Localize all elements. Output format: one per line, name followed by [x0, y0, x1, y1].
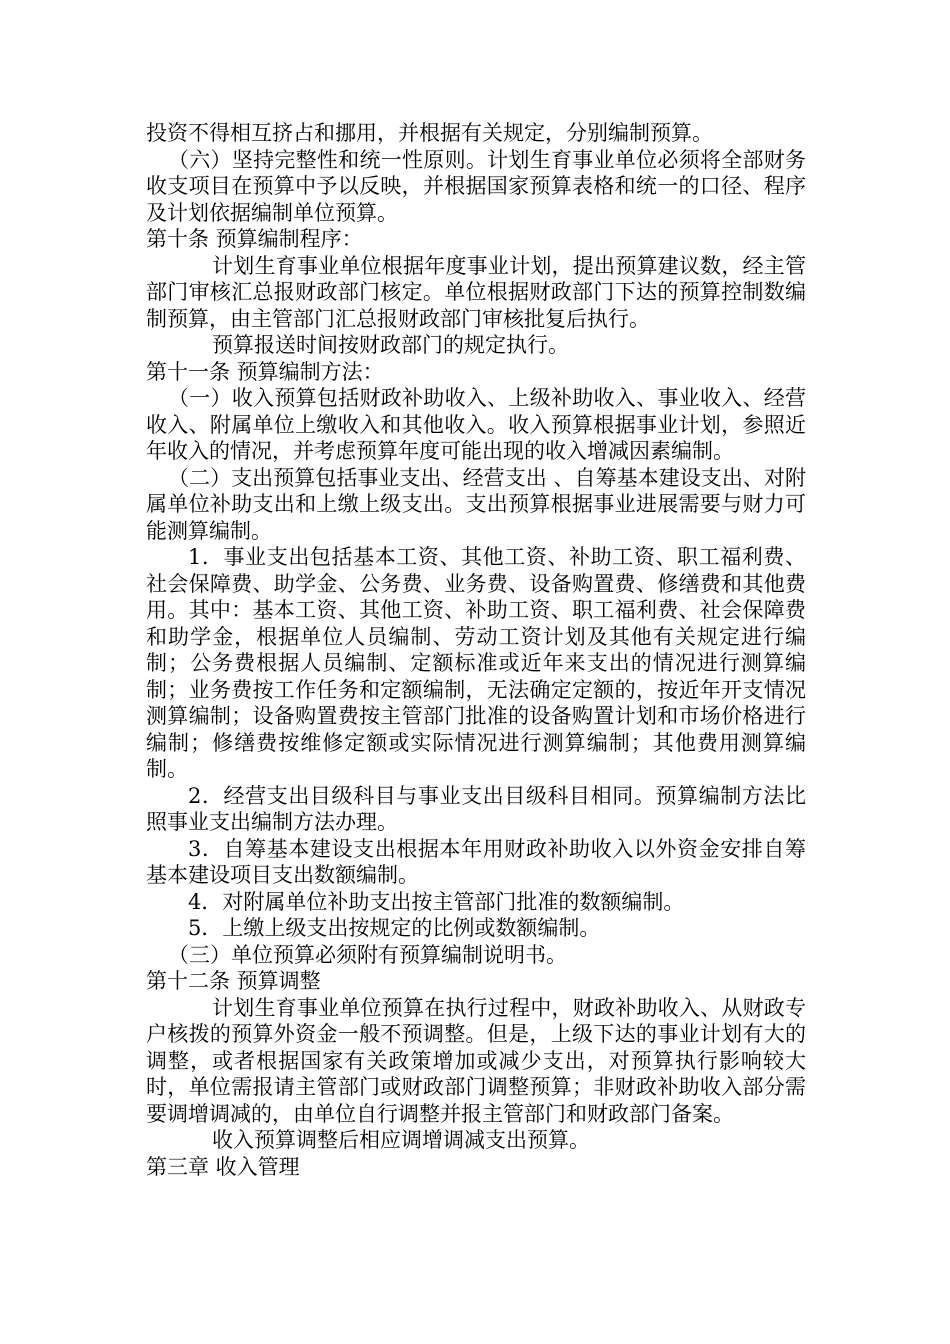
paragraph-submission-time: 预算报送时间按财政部门的规定执行。 [212, 333, 569, 357]
paragraph-budget-adjustment: 计划生育事业单位预算在执行过程中，财政补助收入、从财政专户核拨的预算外资金一般不预调整。但是，上级下达的事业计划有大的调整，或者根据国家有关政策增加或减少支出，对预算执行影响较大时，单位需报请主管部门或财政部门调整预算；非财政补助收入部分需要调增调减的，由单位自行调整并报主管部门和财政部门备案。 [146, 995, 806, 1126]
paragraph-item-5: 5．上缴上级支出按规定的比例或数额编制。 [188, 916, 601, 940]
paragraph-adjustment-followup: 收入预算调整后相应调增调减支出预算。 [212, 1128, 590, 1152]
paragraph-item-2: 2．经营支出目级科目与事业支出目级科目相同。预算编制方法比照事业支出编制方法办理。 [146, 783, 806, 834]
article-12-heading: 第十二条 预算调整 [146, 969, 321, 993]
paragraph-principle-six: （六）坚持完整性和统一性原则。计划生育事业单位必须将全部财务收支项目在预算中予以反映，并根据国家预算表格和统一的口径、程序及计划依据编制单位预算。 [146, 147, 806, 225]
article-11-heading: 第十一条 预算编制方法： [146, 359, 384, 384]
paragraph-expenditure-budget: （二）支出预算包括事业支出、经营支出 、自筹基本建设支出、对附属单位补助支出和上缴上级支出。支出预算根据事业进展需要与财力可能测算编制。 [146, 465, 806, 543]
chapter-3-heading: 第三章 收入管理 [146, 1154, 300, 1179]
paragraph-item-3: 3．自筹基本建设支出根据本年用财政补助收入以外资金安排自筹基本建设项目支出数额编制。 [146, 836, 806, 887]
paragraph-continuation: 投资不得相互挤占和挪用，并根据有关规定，分别编制预算。 [146, 121, 713, 145]
paragraph-item-4: 4．对附属单位补助支出按主管部门批准的数额编制。 [188, 889, 685, 914]
paragraph-item-1: 1．事业支出包括基本工资、其他工资、补助工资、职工福利费、社会保障费、助学金、公务费、业务费、设备购置费、修缮费和其他费用。其中：基本工资、其他工资、补助工资、职工福利费、社会保障费和助学金，根据单位人员编制、劳动工资计划及其他有关规定进行编制；公务费根据人员编制、定额标准或近年来支出的情况进行测算编制；业务费按工作任务和定额编制，无法确定定额的，按近年开支情况测算编制；设备购置费按主管部门批准的设备购置计划和市场价格进行编制；修缮费按维修定额或实际情况进行测算编制；其他费用测算编制。 [146, 545, 806, 781]
paragraph-income-budget: （一）收入预算包括财政补助收入、上级补助收入、事业收入、经营收入、附属单位上缴收入和其他收入。收入预算根据事业计划，参照近年收入的情况，并考虑预算年度可能出现的收入增减因素编制。 [146, 386, 806, 463]
paragraph-budget-procedure: 计划生育事业单位根据年度事业计划，提出预算建议数，经主管部门审核汇总报财政部门核定。单位根据财政部门下达的预算控制数编制预算，由主管部门汇总报财政部门审核批复后执行。 [146, 253, 806, 331]
article-10-heading: 第十条 预算编制程序： [146, 227, 363, 251]
document-page [146, 120, 806, 1180]
paragraph-budget-notes: （三）单位预算必须附有预算编制说明书。 [168, 942, 567, 967]
